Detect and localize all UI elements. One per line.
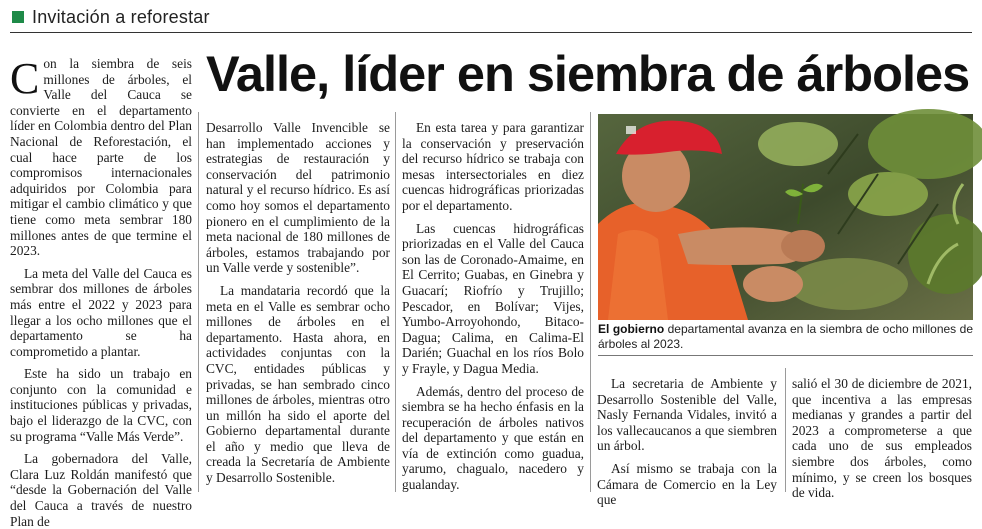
caption-rule bbox=[598, 355, 973, 356]
article-column-4 bbox=[597, 376, 777, 508]
section-marker bbox=[12, 11, 24, 23]
article-column-3 bbox=[402, 120, 584, 494]
paragraph: Así mismo se trabaja con la Cámara de Comercio en la Ley que bbox=[597, 460, 777, 508]
column-rule bbox=[590, 112, 591, 492]
paragraph: La secretaria de Ambiente y Desarrollo Sostenible del Valle, Nasly Fernanda Vidales, invitó a los vallecaucanos a que siembren un árbol. bbox=[597, 376, 777, 454]
section-label: Invitación a reforestar bbox=[32, 6, 210, 27]
column-rule bbox=[395, 112, 396, 492]
article-photo bbox=[598, 114, 973, 320]
section-header bbox=[12, 6, 210, 28]
article-column-2 bbox=[206, 120, 390, 494]
drop-cap: C bbox=[10, 54, 40, 103]
column-rule bbox=[198, 112, 199, 492]
paragraph: En esta tarea y para garantizar la conservación y preservación del recurso hídrico se trabaja con mesas intersectoriales en diez cuencas hidrográficas priorizadas por el departamento. bbox=[402, 120, 584, 213]
paragraph: La gobernadora del Valle, Clara Luz Roldán manifestó que “desde la Gobernación del Valle del Cauca a través de nuestro Plan de bbox=[10, 451, 192, 529]
paragraph: La mandataria recordó que la meta en el Valle es sembrar ocho millones de árboles en el departamento. Hasta ahora, en actividades conjuntas con la CVC, entidades públicas y privadas, se han sembrado cinco millones de árboles, mientras otro un millón ha sido el aporte del Gobierno departamental durante el año y medio que lleva de creada la Secretaría de Ambiente y Desarrollo Sostenible. bbox=[206, 282, 390, 486]
article-column-1 bbox=[10, 54, 192, 529]
photo-illustration bbox=[598, 114, 973, 320]
paragraph: La meta del Valle del Cauca es sembrar dos millones de árboles más entre el 2022 y 2023 para llegar a los ocho millones que el departamento se ha comprometido a plantar. bbox=[10, 265, 192, 359]
paragraph: Este ha sido un trabajo en conjunto con la comunidad e instituciones públicas y privadas, bajo el liderazgo de la CVC, con su programa “Valle Más Verde”. bbox=[10, 366, 192, 444]
paragraph: salió el 30 de diciembre de 2021, que incentiva a las empresas medianas y grandes a partir del 2023 a comprometerse a que cada uno de sus empleados siembre dos árboles, como mínimo, y se creen los bosques de vida. bbox=[792, 376, 972, 501]
article-column-5 bbox=[792, 376, 972, 501]
paragraph: Con la siembra de seis millones de árboles, el Valle del Cauca se convierte en el departamento líder en Colombia dentro del Plan Nacional de Reforestación, el cual hace parte de los compromisos internacionales adquiridos por Colombia para mitigar el cambio climático y que tiene como meta sembrar 180 millones antes de que termine el 2023. bbox=[10, 54, 192, 259]
paragraph: Las cuencas hidrográficas priorizadas en el Valle del Cauca son las de Coronado-Amaime, en El Cerrito; Guabas, en Ginebra y Guacarí; Riofrío y Trujillo; Pescador, en Bolívar; Vijes, Yumbo-Arroyohondo, Bitaco-Dagua; Calima, en Calima-El Darién; Guachal en los ríos Bolo y Frayle, y Dagua Media. bbox=[402, 220, 584, 376]
paragraph: Además, dentro del proceso de siembra se ha hecho énfasis en la recuperación de árboles nativos del departamento y que están en vía de extinción como guadua, yarumo, chagualo, nacedero y gualanday. bbox=[402, 383, 584, 493]
photo-caption bbox=[598, 322, 973, 351]
caption-lead: El gobierno bbox=[598, 322, 665, 336]
column-rule bbox=[785, 368, 786, 492]
headline: Valle, líder en siembra de árboles bbox=[206, 45, 970, 102]
caption-text: departamental avanza en la siembra de ocho millones de árboles al 2023. bbox=[598, 322, 973, 351]
top-rule bbox=[10, 32, 972, 33]
paragraph: Desarrollo Valle Invencible se han implementado acciones y estrategias de restauración y conservación del patrimonio natural y el recurso hídrico. Es así como hoy somos el departamento pionero en el cumplimiento de la meta nacional de 180 millones de árboles, estamos trabajando por un Valle verde y sostenible”. bbox=[206, 120, 390, 276]
